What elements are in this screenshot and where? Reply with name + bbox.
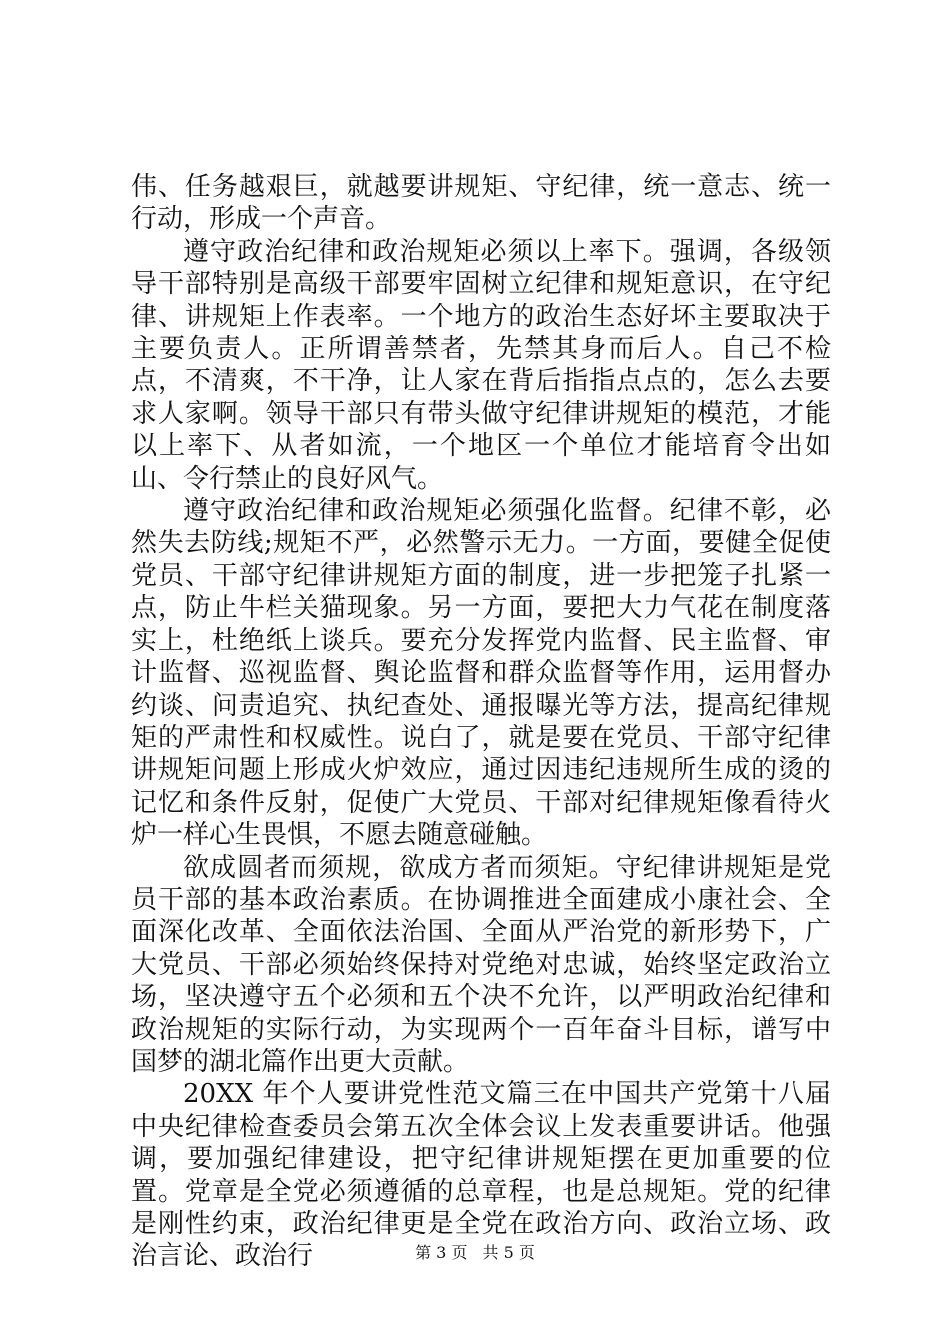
document-body xyxy=(131,171,831,1273)
paragraph-4: 欲成圆者而须规，欲成方者而须矩。守纪律讲规矩是党员干部的基本政治素质。在协调推进全面建成小康社会、全面深化改革、全面依法治国、全面从严治党的新形势下，广大党员、干部必须始终保持对党绝对忠诚，始终坚定政治立场，坚决遵守五个必须和五个决不允许，以严明政治纪律和政治规矩的实际行动，为实现两个一百年奋斗目标，谱写中国梦的湖北篇作出更大贡献。 xyxy=(131,852,831,1077)
paragraph-5: 20XX 年个人要讲党性范文篇三在中国共产党第十八届中央纪律检查委员会第五次全体会议上发表重要讲话。他强调，要加强纪律建设，把守纪律讲规矩摆在更加重要的位置。党章是全党必须遵循的总章程，也是总规矩。党的纪律是刚性约束，政治纪律更是全党在政治方向、政治立场、政治言论、政治行 xyxy=(131,1079,831,1272)
paragraph-1: 伟、任务越艰巨，就越要讲规矩、守纪律，统一意志、统一行动，形成一个声音。 xyxy=(131,172,831,235)
page-footer xyxy=(0,1243,950,1263)
page-total: 共 5 页 xyxy=(482,1243,535,1262)
paragraph-2: 遵守政治纪律和政治规矩必须以上率下。强调，各级领导干部特别是高级干部要牢固树立纪律和规矩意识，在守纪律、讲规矩上作表率。一个地方的政治生态好坏主要取决于主要负责人。正所谓善禁者，先禁其身而后人。自己不检点，不清爽，不干净，让人家在背后指指点点的，怎么去要求人家啊。领导干部只有带头做守纪律讲规矩的模范，才能以上率下、从者如流，一个地区一个单位才能培育令出如山、令行禁止的良好风气。 xyxy=(131,236,831,494)
paragraph-3: 遵守政治纪律和政治规矩必须强化监督。纪律不彰，必然失去防线;规矩不严，必然警示无力。一方面，要健全促使党员、干部守纪律讲规矩方面的制度，进一步把笼子扎紧一点，防止牛栏关猫现象。另一方面，要把大力气花在制度落实上，杜绝纸上谈兵。要充分发挥党内监督、民主监督、审计监督、巡视监督、舆论监督和群众监督等作用，运用督办约谈、问责追究、执纪查处、通报曝光等方法，提高纪律规矩的严肃性和权威性。说白了，就是要在党员、干部守纪律讲规矩问题上形成火炉效应，通过因违纪违规所生成的烫的记忆和条件反射，促使广大党员、干部对纪律规矩像看待火炉一样心生畏惧，不愿去随意碰触。 xyxy=(131,496,831,851)
page-number: 第 3 页 xyxy=(415,1243,468,1262)
